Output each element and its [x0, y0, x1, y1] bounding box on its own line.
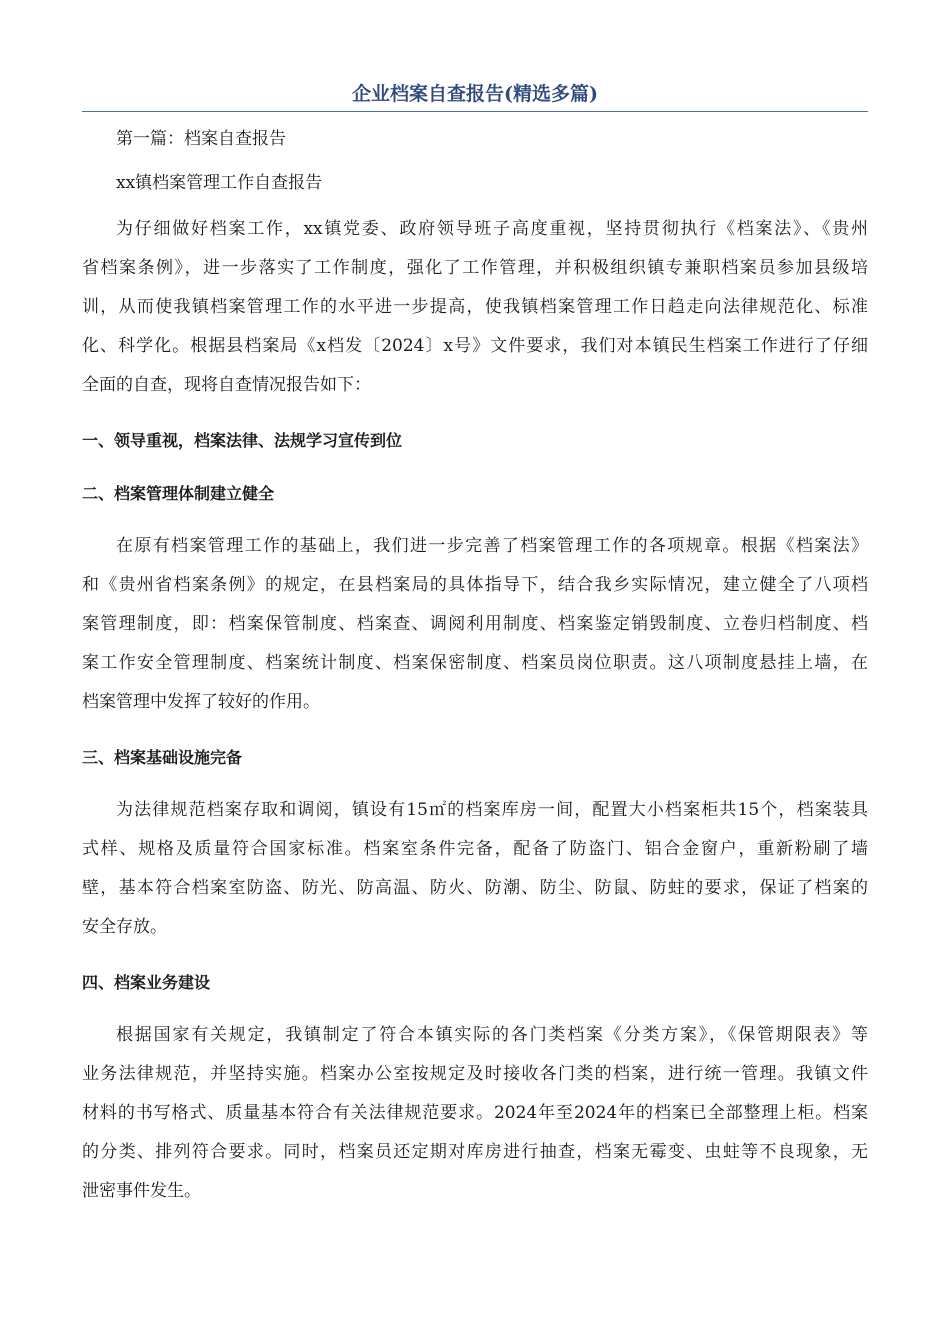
paragraph-line: 的分类、排列符合要求。同时，档案员还定期对库房进行抽查，档案无霉变、虫蛀等不良现象，无 — [82, 1142, 868, 1162]
paragraph-line: 全面的自查，现将自查情况报告如下： — [82, 375, 371, 395]
paragraph-line: 业务法律规范，并坚持实施。档案办公室按规定及时接收各门类的档案，进行统一管理。我镇文件 — [82, 1064, 868, 1084]
paragraph-line: 档案管理中发挥了较好的作用。 — [82, 692, 320, 712]
paragraph-line: 案工作安全管理制度、档案统计制度、档案保密制度、档案员岗位职责。这八项制度悬挂上墙，在 — [82, 653, 868, 673]
section-heading-4: 四、档案业务建设 — [82, 973, 211, 992]
section-heading-2: 二、档案管理体制建立健全 — [82, 484, 275, 503]
paragraph-line: 泄密事件发生。 — [82, 1181, 201, 1201]
paragraph-line: 式样、规格及质量符合国家标准。档案室条件完备，配备了防盗门、铝合金窗户，重新粉刷了墙 — [82, 839, 868, 859]
report-subtitle: xx镇档案管理工作自查报告 — [116, 173, 323, 193]
section-4-paragraph — [82, 1016, 868, 1211]
paragraph-line: 材料的书写格式、质量基本符合有关法律规范要求。2024年至2024年的档案已全部整理上柜。档案 — [82, 1103, 868, 1123]
intro-paragraph — [82, 210, 868, 405]
paragraph-line: 和《贵州省档案条例》的规定，在县档案局的具体指导下，结合我乡实际情况，建立健全了八项档 — [82, 575, 868, 595]
paragraph-line: 省档案条例》，进一步落实了工作制度，强化了工作管理，并积极组织镇专兼职档案员参加县级培 — [82, 258, 868, 278]
paragraph-line: 壁，基本符合档案室防盗、防光、防高温、防火、防潮、防尘、防鼠、防蛀的要求，保证了档案的 — [82, 878, 868, 898]
chapter-heading: 第一篇：档案自查报告 — [116, 129, 286, 149]
paragraph-line: 训，从而使我镇档案管理工作的水平进一步提高，使我镇档案管理工作日趋走向法律规范化、标准 — [82, 297, 868, 317]
paragraph-line: 安全存放。 — [82, 917, 167, 937]
paragraph-line: 为仔细做好档案工作，xx镇党委、政府领导班子高度重视，坚持贯彻执行《档案法》、《贵州 — [116, 219, 868, 239]
section-heading-1: 一、领导重视，档案法律、法规学习宣传到位 — [82, 431, 403, 450]
document-title: 企业档案自查报告(精选多篇) — [82, 78, 868, 112]
paragraph-line: 案管理制度，即：档案保管制度、档案查、调阅利用制度、档案鉴定销毁制度、立卷归档制度、档 — [82, 614, 868, 634]
paragraph-line: 根据国家有关规定，我镇制定了符合本镇实际的各门类档案《分类方案》，《保管期限表》等 — [116, 1025, 868, 1045]
section-3-paragraph — [82, 791, 868, 947]
document-page — [82, 78, 868, 1211]
paragraph-line: 在原有档案管理工作的基础上，我们进一步完善了档案管理工作的各项规章。根据《档案法》 — [116, 536, 868, 556]
section-heading-3: 三、档案基础设施完备 — [82, 748, 243, 767]
section-2-paragraph — [82, 527, 868, 722]
paragraph-line: 为法律规范档案存取和调阅，镇设有15㎡的档案库房一间，配置大小档案柜共15个，档案装具 — [116, 800, 868, 820]
paragraph-line: 化、科学化。根据县档案局《x档发〔2024〕x号》文件要求，我们对本镇民生档案工作进行了仔细 — [82, 336, 868, 356]
